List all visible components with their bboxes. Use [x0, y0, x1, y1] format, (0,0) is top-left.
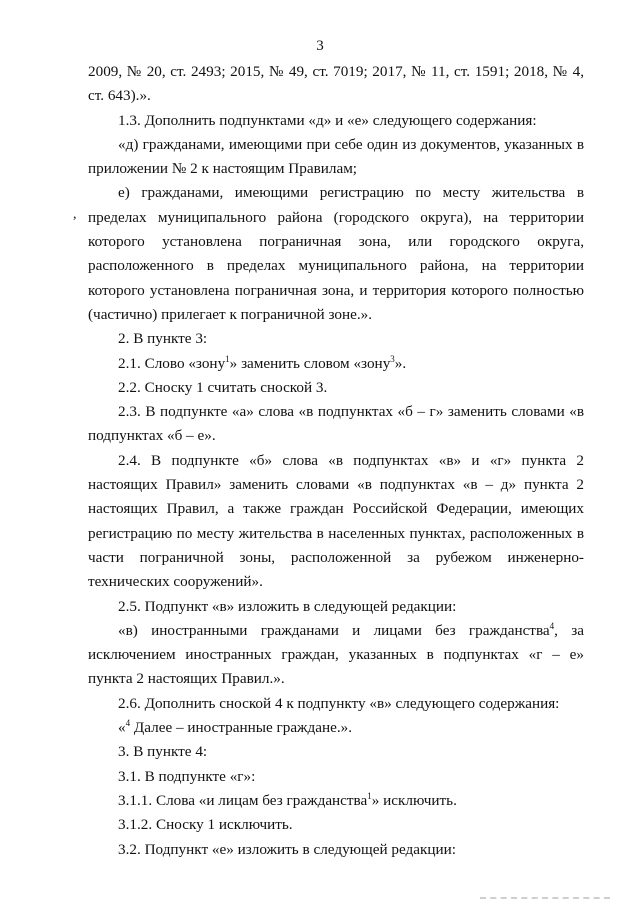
footnote-ref: 4 [549, 620, 555, 631]
paragraph-v: «в) иностранными гражданами и лицами без гражданства$^4$, за исключением иностранных граждан, указанных в подпунктах «г – е» пункта 2 настоящих Правил.». [88, 620, 584, 688]
paragraph-3-1-2: 3.1.2. Сноску 1 исключить. [118, 816, 293, 834]
paragraph-3-1: 3.1. В подпункте «г»: [118, 767, 256, 785]
paragraph-2-5: 2.5. Подпункт «в» изложить в следующей редакции: [118, 597, 457, 615]
footnote-ref: 1 [225, 353, 230, 364]
paragraph-2-1: 2.1. Слово «зону$^1$» заменить словом «зону$^3$». [118, 353, 407, 372]
paragraph-3-1-1: 3.1.1. Слова «и лицам без гражданства$^1$» исключить. [118, 790, 457, 809]
paragraph-2-2: 2.2. Сноску 1 считать сноской 3. [118, 378, 328, 396]
footnote-ref: 3 [390, 353, 395, 364]
paragraph-d: «д) гражданами, имеющими при себе один из документов, указанных в приложении № 2 к настоящим Правилам; [88, 135, 584, 178]
paragraph-2: 2. В пункте 3: [118, 330, 208, 348]
paragraph-3-2: 3.2. Подпункт «е» изложить в следующей редакции: [118, 840, 456, 858]
paragraph-footnote-4: «$^4$ Далее – иностранные граждане.». [118, 717, 353, 737]
paragraph-2-3: 2.3. В подпункте «а» слова «в подпунктах «б – г» заменить словами «в подпунктах «б – е». [88, 403, 584, 445]
paragraph-e: е) гражданами, имеющими регистрацию по месту жительства в пределах муниципального района (городского округа), на территории которого установлена пограничная зона, или городского округа, расположенного в пределах муниципального района, на территории которого установлена пограничная зона, и территория которого полностью (частично) прилегает к пограничной зоне.». [88, 184, 584, 323]
footnote-ref: 4 [125, 717, 131, 728]
paragraph-2-4: 2.4. В подпункте «б» слова «в подпунктах «в» и «г» пункта 2 настоящих Правил» заменить словами «в подпунктах «в – д» пункта 2 настоящих Правил, а также граждан Российской Федерации, имеющих регистрацию по месту жительства в населенных пунктах, расположенных в части пограничной зоны, расположенной за рубежом инженерно-технических сооружений». [88, 451, 584, 591]
paragraph-1-3: 1.3. Дополнить подпунктами «д» и «е» следующего содержания: [118, 111, 537, 129]
scan-artifact-line [480, 897, 610, 902]
margin-mark: , [73, 207, 77, 222]
page-number: 3 [316, 38, 324, 54]
document-body [88, 60, 584, 862]
paragraph-continuation: 2009, № 20, ст. 2493; 2015, № 49, ст. 7019; 2017, № 11, ст. 1591; 2018, № 4, ст. 643).». [88, 63, 584, 105]
paragraph-2-6: 2.6. Дополнить сноской 4 к подпункту «в» следующего содержания: [118, 694, 560, 712]
paragraph-3: 3. В пункте 4: [118, 743, 208, 761]
footnote-ref: 1 [367, 790, 372, 801]
